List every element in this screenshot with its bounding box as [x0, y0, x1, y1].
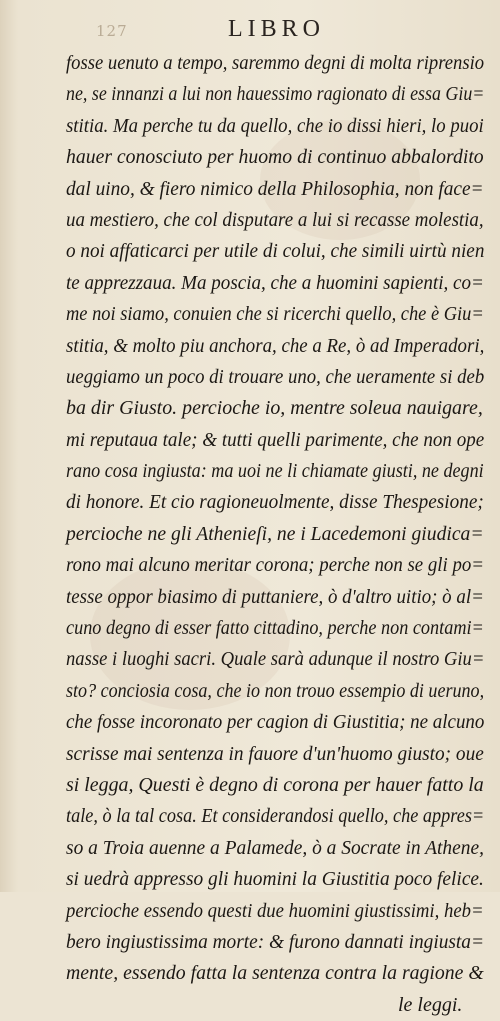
- text-line: percioche ne gli Athenieſi, ne i Lacedemoni giudica=: [66, 522, 484, 545]
- text-line: ba dir Giusto. percioche io, mentre soleua nauigare,: [66, 397, 483, 420]
- text-line: mente, essendo fatta la sentenza contra la ragione &: [66, 962, 484, 985]
- text-line: rano cosa ingiusta: ma uoi ne li chiamate giusti, ne degni: [66, 460, 484, 483]
- text-line: o noi affaticarci per utile di colui, che simili uirtù nien: [66, 240, 485, 263]
- text-line: si legga, Questi è degno di corona per hauer fatto la: [66, 773, 484, 796]
- text-line: so a Troia auenne a Palamede, ò a Socrate in Athene,: [66, 836, 484, 859]
- text-line: percioche essendo questi due huomini giustissimi, heb=: [66, 899, 484, 922]
- text-line: ueggiamo un poco di trouare uno, che ueramente si deb: [66, 365, 485, 388]
- text-line: si uedrà appresso gli huomini la Giustitia poco felice.: [66, 868, 484, 891]
- text-line: rono mai alcuno meritar corona; perche non se gli po=: [66, 554, 484, 577]
- text-line: tale, ò la tal cosa. Et considerandosi quello, che appres=: [66, 805, 485, 828]
- text-line: stitia. Ma perche tu da quello, che io dissi hieri, lo puoi: [66, 114, 484, 137]
- running-head: LIBRO: [228, 16, 325, 42]
- text-line: me noi siamo, conuien che si ricerchi quello, che è Giu=: [66, 303, 484, 326]
- text-line: nasse i luoghi sacri. Quale sarà adunque il nostro Giu=: [66, 648, 485, 671]
- text-line: scrisse mai sentenza in fauore d'un'huomo giusto; oue: [66, 742, 484, 765]
- text-line: hauer conosciuto per huomo di continuo abbalordito: [66, 146, 484, 169]
- text-line: di honore. Et cio ragioneuolmente, disse Thespesione;: [66, 491, 484, 514]
- page-number: 127: [96, 22, 128, 40]
- text-line: dal uino, & fiero nimico della Philosophia, non face=: [66, 177, 484, 200]
- page-header: [0, 16, 500, 46]
- body-text: [66, 48, 486, 1021]
- text-line: sto? conciosia cosa, che io non trouo essempio di ueruno,: [66, 679, 485, 702]
- text-line: fosse uenuto a tempo, saremmo degni di molta riprensio: [66, 52, 485, 74]
- text-line: bero ingiustissima morte: & furono dannati ingiusta=: [66, 930, 485, 953]
- text-line: ne, se innanzi a lui non hauessimo ragionato di essa Giu=: [66, 83, 485, 106]
- text-line: che fosse incoronato per cagion di Giustitia; ne alcuno: [66, 711, 485, 734]
- text-line: cuno degno di esser fatto cittadino, perche non contami=: [66, 617, 484, 640]
- text-line: tesse oppor biasimo di puttaniere, ò d'altro uitio; ò al=: [66, 585, 484, 608]
- text-line: te apprezzaua. Ma poscia, che a huomini sapienti, co=: [66, 271, 484, 294]
- text-line: ua mestiero, che col disputare a lui si recasse molestia,: [66, 208, 484, 231]
- text-line-final: le leggi.: [398, 993, 463, 1016]
- text-line: mi reputaua tale; & tutti quelli parimente, che non ope: [66, 428, 485, 451]
- text-line: stitia, & molto piu anchora, che a Re, ò ad Imperadori,: [66, 334, 485, 357]
